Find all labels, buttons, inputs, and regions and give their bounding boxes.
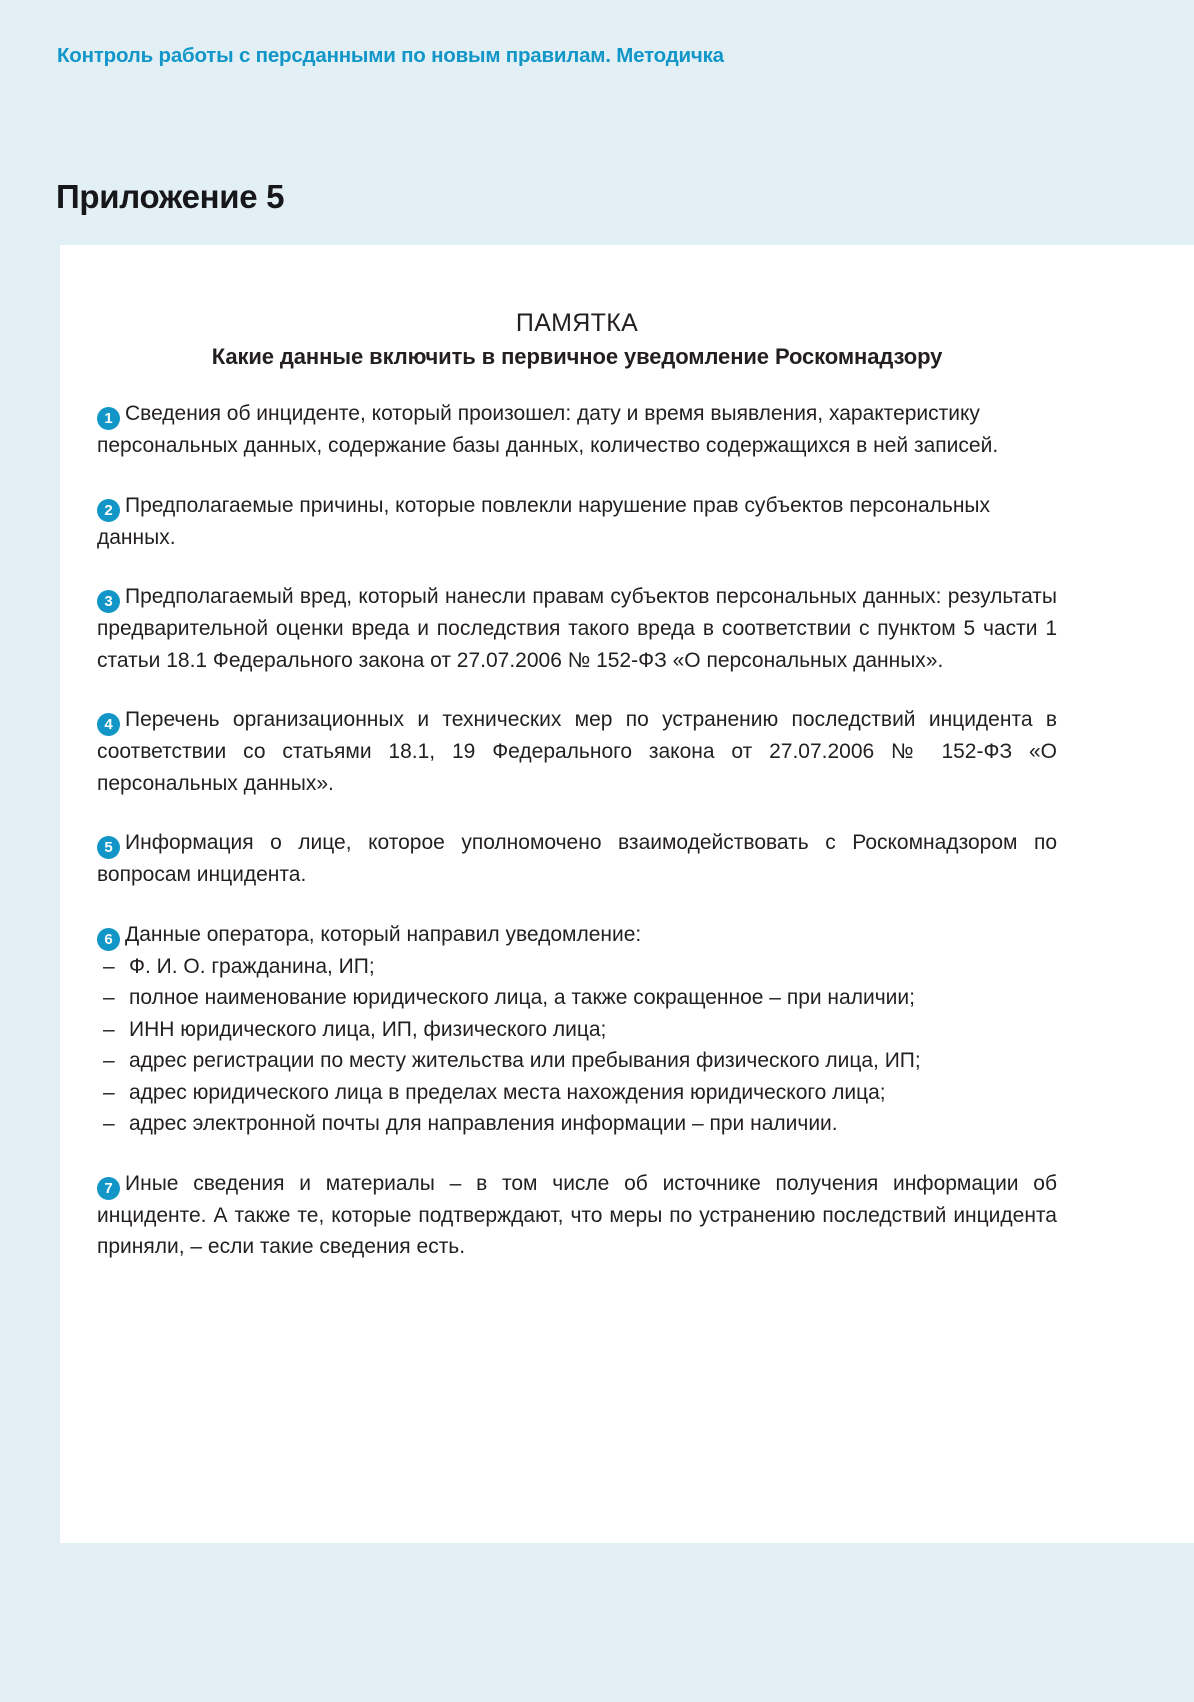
- dash-bullet-icon: –: [103, 1049, 115, 1072]
- list-item: [97, 1014, 1057, 1046]
- dash-bullet-icon: –: [103, 1017, 115, 1041]
- memo-item-5: [97, 827, 1057, 891]
- number-badge-2: 2: [97, 499, 120, 522]
- memo-item-7: [97, 1168, 1057, 1263]
- number-badge-6: 6: [97, 928, 120, 951]
- dash-bullet-icon: –: [103, 1112, 115, 1135]
- memo-item-6: [97, 919, 1057, 951]
- memo-item-1: [97, 398, 1057, 462]
- dash-bullet-icon: –: [103, 1080, 115, 1104]
- number-badge-5: 5: [97, 836, 120, 859]
- list-item-label: ИНН юридического лица, ИП, физического лица;: [129, 1017, 607, 1041]
- list-item-label: адрес юридического лица в пределах места нахождения юридического лица;: [129, 1080, 886, 1104]
- list-item-label: адрес регистрации по месту жительства или пребывания физического лица, ИП;: [129, 1049, 921, 1072]
- list-item: [97, 1077, 1057, 1109]
- running-head: Контроль работы с персданными по новым правилам. Методичка: [57, 44, 724, 67]
- memo-item-3-text: Предполагаемый вред, который нанесли правам субъектов персональных данных: результаты предварительной оценки вреда и последствия такого вреда в соответствии с пунктом 5 части 1 статьи 18.1 Федерального закона от 27.07.2006 № 152-ФЗ «О персональных данных».: [97, 585, 1057, 672]
- memo-item-2-text: Предполагаемые причины, которые повлекли нарушение прав субъектов персональных данных.: [97, 493, 991, 549]
- memo-item-7-text: Иные сведения и материалы – в том числе об источнике получения информации об инциденте. А также те, которые подтверждают, что меры по устранению последствий инцидента приняли, – если такие сведения есть.: [97, 1171, 1057, 1258]
- memo-item-6-text: Данные оператора, который направил уведомление:: [125, 922, 642, 946]
- memo-content: [97, 245, 1057, 1284]
- memo-subtitle: Какие данные включить в первичное уведомление Роскомнадзору: [211, 344, 943, 369]
- memo-item-5-text: Информация о лице, которое уполномочено взаимодействовать с Роскомнадзором по вопросам инцидента.: [97, 831, 1057, 886]
- memo-title: ПАМЯТКА: [515, 309, 639, 337]
- number-badge-7: 7: [97, 1177, 120, 1200]
- memo-item-1-text: Сведения об инциденте, который произошел: дату и время выявления, характеристику персональных данных, содержание базы данных, количество содержащихся в ней записей.: [97, 402, 999, 457]
- number-badge-1: 1: [97, 407, 120, 430]
- number-badge-3: 3: [97, 590, 120, 613]
- list-item-label: адрес электронной почты для направления информации – при наличии.: [129, 1112, 838, 1135]
- list-item: [97, 982, 1057, 1014]
- list-item: [97, 1045, 1057, 1077]
- list-item: [97, 951, 1057, 983]
- list-item: [97, 1108, 1057, 1140]
- number-badge-4: 4: [97, 713, 120, 736]
- page-title: Приложение 5: [56, 178, 285, 216]
- memo-item-4: [97, 704, 1057, 799]
- memo-item-4-text: Перечень организационных и технических мер по устранению последствий инцидента в соответствии со статьями 18.1, 19 Федерального закона от 27.07.2006 № 152-ФЗ «О персональных данных».: [97, 708, 1057, 795]
- dash-bullet-icon: –: [103, 954, 115, 978]
- list-item-label: полное наименование юридического лица, а также сокращенное – при наличии;: [129, 986, 915, 1009]
- memo-item-6-sublist: [97, 951, 1057, 1140]
- memo-item-2: [97, 490, 1057, 554]
- memo-item-3: [97, 581, 1057, 676]
- dash-bullet-icon: –: [103, 986, 115, 1009]
- list-item-label: Ф. И. О. гражданина, ИП;: [129, 954, 375, 978]
- memo-sheet: [60, 245, 1194, 1543]
